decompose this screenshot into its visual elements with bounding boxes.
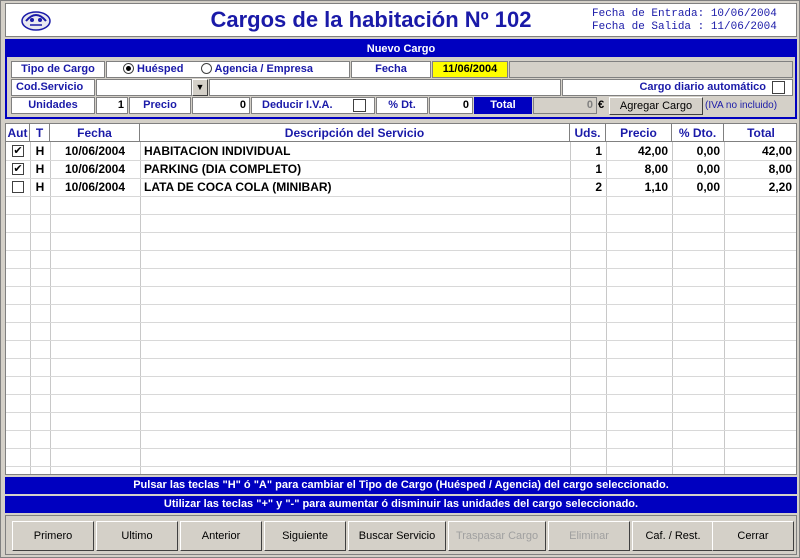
chevron-down-icon[interactable]: ▼ xyxy=(192,79,208,96)
agencia-label: Agencia / Empresa xyxy=(214,63,313,75)
header-bar xyxy=(5,3,797,37)
traspasar-cargo-button: Traspasar Cargo xyxy=(448,521,546,551)
row-divider xyxy=(6,286,797,287)
panel-title: Nuevo Cargo xyxy=(7,41,795,57)
cell-desc: LATA DE COCA COLA (MINIBAR) xyxy=(144,180,332,194)
row-divider xyxy=(6,466,797,467)
fecha-salida: Fecha de Salida : 11/06/2004 xyxy=(592,21,777,33)
cod-servicio-desc xyxy=(209,79,561,96)
cell-desc: PARKING (DIA COMPLETO) xyxy=(144,162,302,176)
checked-checkbox[interactable]: ✔ xyxy=(13,145,23,157)
hotel-logo-icon xyxy=(18,7,54,33)
cell-dto: 0,00 xyxy=(696,162,720,176)
deducir-iva-checkbox[interactable] xyxy=(353,99,366,112)
agregar-cargo-button[interactable]: Agregar Cargo xyxy=(609,97,703,115)
info-tipo-cargo: Pulsar las teclas "H" ó "A" para cambiar el Tipo de Cargo (Huésped / Agencia) del cargo seleccionado. xyxy=(5,477,797,494)
cell-total: 8,00 xyxy=(768,162,792,176)
row-divider xyxy=(6,430,797,431)
tipo-cargo-options xyxy=(106,61,350,78)
fecha-entrada: Fecha de Entrada: 10/06/2004 xyxy=(592,8,777,20)
agencia-radio[interactable] xyxy=(201,63,313,75)
checked-checkbox[interactable]: ✔ xyxy=(13,163,23,175)
row-divider xyxy=(6,448,797,449)
cod-servicio-combo[interactable] xyxy=(96,79,192,96)
fecha-filler xyxy=(509,61,793,78)
ultimo-button[interactable]: Ultimo xyxy=(96,521,178,551)
cell-dto: 0,00 xyxy=(696,144,720,158)
page-title: Cargos de la habitación Nº 102 xyxy=(210,7,532,32)
cod-servicio-label: Cod.Servicio xyxy=(11,79,95,96)
fecha-input[interactable]: 11/06/2004 xyxy=(432,61,508,78)
cell-fecha: 10/06/2004 xyxy=(64,180,126,194)
precio-input[interactable]: 0 xyxy=(192,97,250,114)
huesped-label: Huésped xyxy=(137,63,184,75)
info-unidades: Utilizar las teclas "+" y "-" para aumentar ó disminuir las unidades del cargo seleccionado. xyxy=(5,496,797,513)
iva-note: (IVA no incluido) xyxy=(705,100,778,111)
unidades-input[interactable]: 1 xyxy=(96,97,128,114)
col-uds[interactable]: Uds. xyxy=(570,124,606,142)
cell-uds: 1 xyxy=(595,144,602,158)
total-value: 0 xyxy=(533,97,597,114)
stay-dates xyxy=(592,8,796,34)
cell-dto: 0,00 xyxy=(696,180,720,194)
cell-total: 2,20 xyxy=(768,180,792,194)
primero-button[interactable]: Primero xyxy=(12,521,94,551)
cargo-diario-checkbox[interactable] xyxy=(772,81,785,94)
table-row[interactable] xyxy=(6,161,797,178)
precio-label: Precio xyxy=(129,97,191,114)
siguiente-button[interactable]: Siguiente xyxy=(264,521,346,551)
nuevo-cargo-panel xyxy=(5,39,797,119)
row-divider xyxy=(6,322,797,323)
cell-desc: HABITACION INDIVIDUAL xyxy=(144,144,291,158)
col-descripcion[interactable]: Descripción del Servicio xyxy=(140,124,570,142)
col-aut[interactable]: Aut xyxy=(6,124,30,142)
table-row[interactable] xyxy=(6,179,797,196)
currency-symbol: € xyxy=(598,99,605,111)
tipo-cargo-label: Tipo de Cargo xyxy=(11,61,105,78)
col-dto[interactable]: % Dto. xyxy=(672,124,724,142)
cell-precio: 42,00 xyxy=(637,144,668,158)
dto-label: % Dt. xyxy=(376,97,428,114)
row-divider xyxy=(6,412,797,413)
col-precio[interactable]: Precio xyxy=(606,124,672,142)
cargos-table[interactable] xyxy=(5,123,797,475)
row-divider xyxy=(6,268,797,269)
col-fecha[interactable]: Fecha xyxy=(50,124,140,142)
eliminar-button: Eliminar xyxy=(548,521,630,551)
cell-total: 42,00 xyxy=(761,144,792,158)
cell-t: H xyxy=(35,144,45,158)
row-divider xyxy=(6,304,797,305)
cell-precio: 1,10 xyxy=(644,180,668,194)
caf-rest-button[interactable]: Caf. / Rest. xyxy=(632,521,714,551)
cell-t: H xyxy=(35,180,45,194)
deducir-iva-label: Deducir I.V.A. xyxy=(251,97,375,114)
cell-uds: 1 xyxy=(595,162,602,176)
total-label: Total xyxy=(474,97,532,114)
row-divider xyxy=(6,214,797,215)
radio-selected-icon xyxy=(123,63,134,74)
huesped-radio[interactable] xyxy=(123,63,183,75)
cell-t: H xyxy=(35,162,45,176)
cargo-diario-label: Cargo diario automático xyxy=(562,79,793,96)
row-divider xyxy=(6,340,797,341)
radio-unselected-icon xyxy=(201,63,212,74)
row-divider xyxy=(6,232,797,233)
unchecked-checkbox[interactable] xyxy=(12,181,24,193)
fecha-label: Fecha xyxy=(351,61,431,78)
table-header xyxy=(6,124,797,142)
dto-input[interactable]: 0 xyxy=(429,97,473,114)
buscar-servicio-button[interactable]: Buscar Servicio xyxy=(348,521,446,551)
row-divider xyxy=(6,358,797,359)
cerrar-button[interactable]: Cerrar xyxy=(712,521,794,551)
unidades-label: Unidades xyxy=(11,97,95,114)
cell-fecha: 10/06/2004 xyxy=(64,144,126,158)
col-total[interactable]: Total xyxy=(747,126,775,140)
cell-uds: 2 xyxy=(595,180,602,194)
row-divider xyxy=(6,394,797,395)
table-row[interactable] xyxy=(6,143,797,160)
row-divider xyxy=(6,196,797,197)
row-divider xyxy=(6,250,797,251)
row-divider xyxy=(6,376,797,377)
col-t[interactable]: T xyxy=(30,124,50,142)
cell-precio: 8,00 xyxy=(644,162,668,176)
bottom-toolbar xyxy=(5,515,797,555)
anterior-button[interactable]: Anterior xyxy=(180,521,262,551)
cell-fecha: 10/06/2004 xyxy=(64,162,126,176)
